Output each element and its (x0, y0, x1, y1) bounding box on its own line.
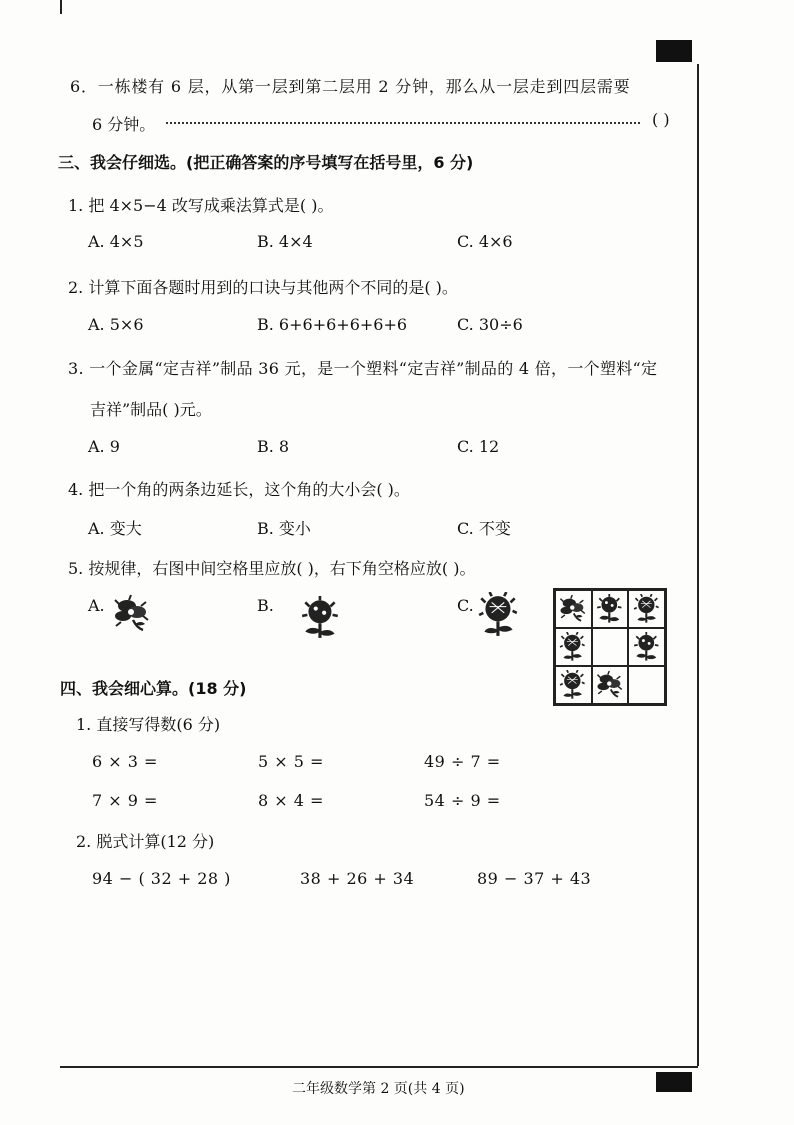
flower-option-a-icon[interactable] (112, 594, 152, 634)
q6-dotted-leader (166, 122, 640, 124)
s3-q4-option-a[interactable]: A. 变大 (88, 519, 142, 538)
chrysanthemum-icon (633, 632, 661, 662)
s3-q4-option-c[interactable]: C. 不变 (457, 519, 511, 538)
s3-q4: 4. 把一个角的两条边延长，这个角的大小会( )。 (68, 480, 410, 499)
flower-pattern-grid (553, 588, 667, 706)
page-border-right (697, 64, 699, 1066)
registration-mark-top (656, 40, 692, 62)
oral-calc-6: 54 ÷ 9 = (424, 791, 501, 810)
q6-answer-bracket[interactable]: ( ) (652, 110, 670, 129)
s3-q3-option-a[interactable]: A. 9 (88, 437, 120, 456)
s3-q1-option-b[interactable]: B. 4×4 (257, 232, 313, 251)
page-border-bottom (60, 1066, 698, 1068)
oral-calc-5: 8 × 4 = (258, 791, 324, 810)
oral-calc-3: 49 ÷ 7 = (424, 752, 501, 771)
s3-q2-option-c[interactable]: C. 30÷6 (457, 315, 523, 334)
chrysanthemum-icon (633, 594, 661, 624)
s3-q1: 1. 把 4×5−4 改写成乘法算式是( )。 (68, 196, 334, 215)
s3-q5-option-a[interactable]: A. (88, 596, 105, 615)
chrysanthemum-icon (559, 670, 587, 700)
s3-q4-option-b[interactable]: B. 变小 (257, 519, 311, 538)
chrysanthemum-icon (559, 632, 587, 662)
s3-q1-option-a[interactable]: A. 4×5 (88, 232, 144, 251)
chrysanthemum-icon (596, 670, 624, 700)
s3-q3-line1: 3. 一个金属“定吉祥”制品 36 元，是一个塑料“定吉祥”制品的 4 倍，一个塑料“定 (68, 359, 658, 378)
grid-cell-1 (555, 590, 592, 628)
grid-cell-6 (628, 628, 665, 666)
s4-part1-title: 1. 直接写得数(6 分) (76, 715, 221, 734)
s3-q2: 2. 计算下面各题时用到的口诀与其他两个不同的是( )。 (68, 278, 458, 297)
flower-option-b-icon[interactable] (300, 596, 342, 640)
q6-line2: 6 分钟。 (92, 115, 156, 134)
grid-cell-8 (592, 666, 629, 704)
s3-q2-option-a[interactable]: A. 5×6 (88, 315, 144, 334)
grid-cell-bottom-right-empty[interactable] (628, 666, 665, 704)
flower-option-c-icon[interactable] (478, 592, 520, 638)
written-calc-1: 94 − ( 32 + 28 ) (92, 869, 231, 888)
chrysanthemum-icon (596, 594, 624, 624)
oral-calc-2: 5 × 5 = (258, 752, 324, 771)
s3-q3-option-b[interactable]: B. 8 (257, 437, 290, 456)
grid-cell-3 (628, 590, 665, 628)
oral-calc-4: 7 × 9 = (92, 791, 158, 810)
s3-q5-option-b[interactable]: B. (257, 596, 274, 615)
s3-q1-option-c[interactable]: C. 4×6 (457, 232, 513, 251)
page-footer: 二年级数学第 2 页(共 4 页) (292, 1081, 465, 1097)
s3-q3-line2: 吉祥”制品( )元。 (90, 400, 212, 419)
section3-heading: 三、我会仔细选。(把正确答案的序号填写在括号里，6 分) (58, 153, 474, 172)
written-calc-2: 38 + 26 + 34 (300, 869, 415, 888)
s3-q2-option-b[interactable]: B. 6+6+6+6+6+6 (257, 315, 408, 334)
chrysanthemum-icon (559, 594, 587, 624)
section4-heading: 四、我会细心算。(18 分) (60, 679, 247, 698)
s3-q5: 5. 按规律，右图中间空格里应放( )，右下角空格应放( )。 (68, 559, 476, 578)
s3-q3-option-c[interactable]: C. 12 (457, 437, 500, 456)
registration-mark-bottom (656, 1072, 692, 1092)
oral-calc-1: 6 × 3 = (92, 752, 158, 771)
written-calc-3: 89 − 37 + 43 (477, 869, 592, 888)
page-edge-mark (60, 0, 62, 14)
grid-cell-7 (555, 666, 592, 704)
grid-cell-2 (592, 590, 629, 628)
q6-line1: 6．一栋楼有 6 层，从第一层到第二层用 2 分钟，那么从一层走到四层需要 (70, 77, 631, 96)
s3-q5-option-c[interactable]: C. (457, 596, 474, 615)
grid-cell-4 (555, 628, 592, 666)
grid-cell-middle-empty[interactable] (592, 628, 629, 666)
s4-part2-title: 2. 脱式计算(12 分) (76, 832, 215, 851)
